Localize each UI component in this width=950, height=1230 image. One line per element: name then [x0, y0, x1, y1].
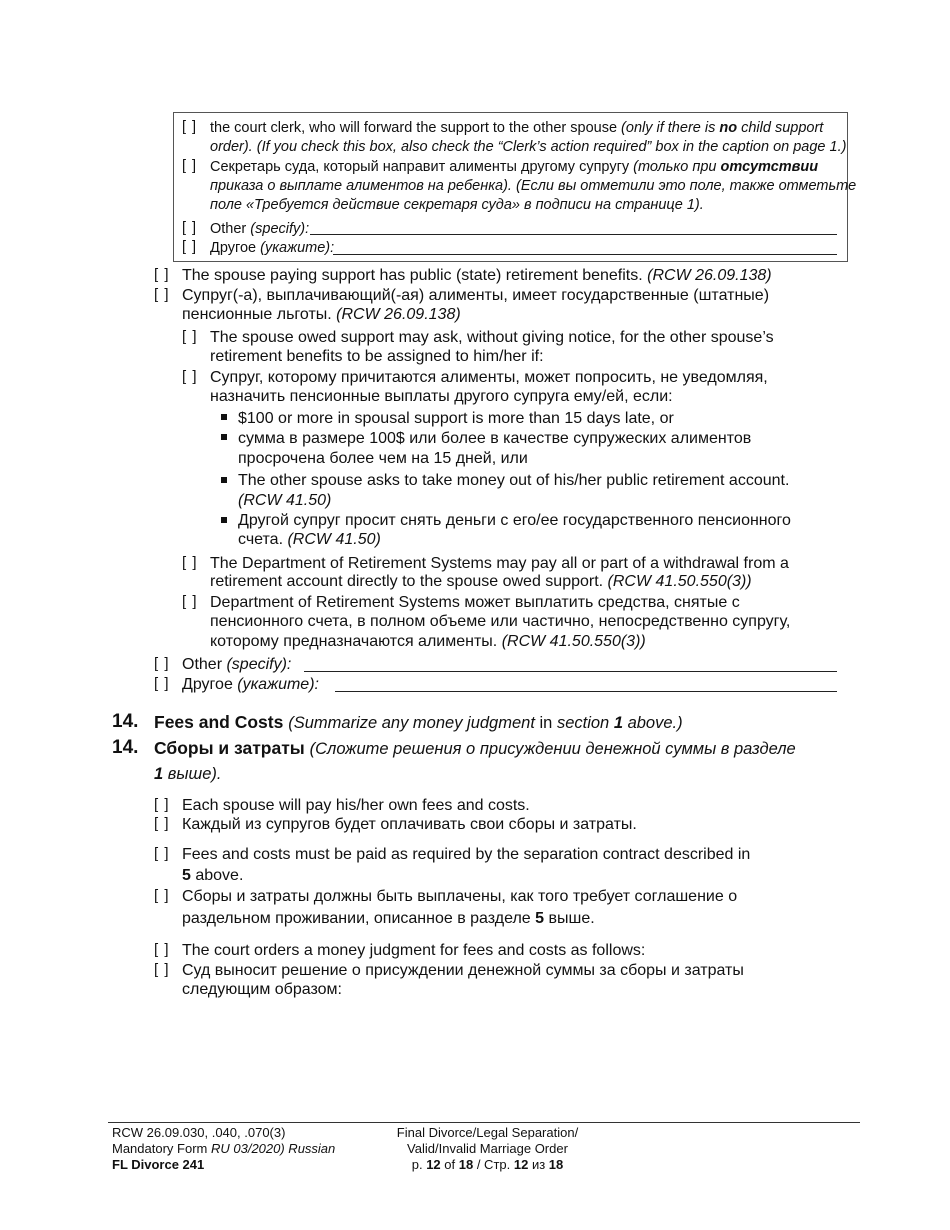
box-other-ru-label: Другое (укажите): — [210, 240, 335, 256]
checkbox-retirement-ru[interactable]: [ ] — [154, 286, 170, 303]
bullet-1 — [221, 414, 227, 420]
contract-ru-line2: раздельном проживании, описанное в разделе 5 выше. — [182, 910, 595, 927]
checkbox-drs-en[interactable]: [ ] — [182, 554, 198, 571]
footer-title-line1: Final Divorce/Legal Separation/ — [396, 1125, 579, 1140]
other-ru-label: Другое (укажите): — [182, 676, 319, 693]
bullet-4 — [221, 517, 227, 523]
judgment-en: The court orders a money judgment for fees and costs as follows: — [182, 942, 646, 959]
checkbox-judgment-ru[interactable]: [ ] — [154, 961, 170, 978]
checkbox-contract-ru[interactable]: [ ] — [154, 887, 170, 904]
clerk-ru-line1: Секретарь суда, который направит алименты другому супругу (только при отсутствии — [210, 159, 819, 175]
checkbox-drs-ru[interactable]: [ ] — [182, 593, 198, 610]
checkbox-clerk-en[interactable]: [ ] — [182, 119, 198, 135]
checkbox-box-other-ru[interactable]: [ ] — [182, 239, 198, 255]
checkbox-own-fees-en[interactable]: [ ] — [154, 796, 170, 813]
checkbox-other-en[interactable]: [ ] — [154, 655, 170, 672]
assign-ru-line1: Супруг, которому причитаются алименты, может попросить, не уведомляя, — [210, 369, 768, 386]
bullet-4-line2: счета. (RCW 41.50) — [238, 531, 381, 548]
checkbox-assign-en[interactable]: [ ] — [182, 328, 198, 345]
footer-form-id: FL Divorce 241 — [112, 1157, 205, 1172]
footer-center — [370, 1125, 605, 1173]
footer-mandatory: Mandatory Form RU 03/2020) Russian — [112, 1141, 336, 1156]
contract-en-line1: Fees and costs must be paid as required by the separation contract described in — [182, 846, 751, 863]
own-fees-ru: Каждый из супругов будет оплачивать свои сборы и затраты. — [182, 816, 637, 833]
bullet-3 — [221, 477, 227, 483]
footer-rule — [108, 1122, 860, 1123]
footer-left — [112, 1125, 335, 1173]
checkbox-other-ru[interactable]: [ ] — [154, 675, 170, 692]
checkbox-judgment-en[interactable]: [ ] — [154, 941, 170, 958]
bullet-1-text: $100 or more in spousal support is more than 15 days late, or — [238, 410, 674, 427]
bullet-3-line1: The other spouse asks to take money out of his/her public retirement account. — [238, 472, 790, 489]
own-fees-en: Each spouse will pay his/her own fees and costs. — [182, 797, 530, 814]
footer-rcw: RCW 26.09.030, .040, .070(3) — [112, 1125, 286, 1140]
other-en-blank[interactable] — [304, 671, 837, 672]
checkbox-clerk-ru[interactable]: [ ] — [182, 158, 198, 174]
checkbox-retirement-en[interactable]: [ ] — [154, 266, 170, 283]
checkbox-assign-ru[interactable]: [ ] — [182, 368, 198, 385]
section-14-number-en: 14. — [112, 711, 139, 732]
drs-en-line1: The Department of Retirement Systems may pay all or part of a withdrawal from a — [210, 555, 789, 572]
clerk-en-line1: the court clerk, who will forward the support to the other spouse (only if there is no child support — [210, 120, 824, 136]
drs-ru-line2: пенсионного счета, в полном объеме или частично, непосредственно супругу, — [210, 613, 791, 630]
checkbox-own-fees-ru[interactable]: [ ] — [154, 815, 170, 832]
section-14-title-ru-line2: 1 выше). — [154, 765, 222, 783]
box-other-en-label: Other (specify): — [210, 221, 310, 237]
retirement-ru-line1: Супруг(-а), выплачивающий(-ая) алименты, имеет государственные (штатные) — [182, 287, 770, 304]
judgment-ru-line2: следующим образом: — [182, 981, 342, 998]
bullet-2-line1: сумма в размере 100$ или более в качестве супружеских алиментов — [238, 430, 752, 447]
box-other-en-blank[interactable] — [310, 234, 837, 235]
clerk-ru-line3: поле «Требуется действие секретаря суда» в подписи на странице 1). — [210, 197, 704, 213]
section-14-title-ru: Сборы и затраты (Сложите решения о присуждении денежной суммы в разделе — [154, 738, 796, 758]
retirement-en: The spouse paying support has public (state) retirement benefits. (RCW 26.09.138) — [182, 267, 772, 284]
section-14-title-en: Fees and Costs (Summarize any money judgment in section 1 above.) — [154, 712, 683, 732]
clerk-en-line2: order). (If you check this box, also check the “Clerk’s action required” box in the caption on page 1.) — [210, 139, 847, 155]
box-other-ru-blank[interactable] — [333, 254, 837, 255]
section-14-number-ru: 14. — [112, 737, 139, 758]
checkbox-contract-en[interactable]: [ ] — [154, 845, 170, 862]
drs-ru-line3: которому предназначаются алименты. (RCW 41.50.550(3)) — [210, 633, 646, 650]
drs-ru-line1: Department of Retirement Systems может выплатить средства, снятые с — [210, 594, 740, 611]
clerk-ru-line2: приказа о выплате алиментов на ребенка). (Если вы отметили это поле, также отметьте — [210, 178, 857, 194]
checkbox-box-other-en[interactable]: [ ] — [182, 220, 198, 236]
drs-en-line2: retirement account directly to the spouse owed support. (RCW 41.50.550(3)) — [210, 573, 752, 590]
footer-page: p. 12 of 18 / Стр. 12 из 18 — [411, 1157, 564, 1172]
footer-title-line2: Valid/Invalid Marriage Order — [407, 1141, 568, 1156]
bullet-2-line2: просрочена более чем на 15 дней, или — [238, 450, 528, 467]
assign-ru-line2: назначить пенсионные выплаты другого супруга ему/ей, если: — [210, 388, 673, 405]
other-en-label: Other (specify): — [182, 656, 292, 673]
contract-en-line2: 5 above. — [182, 867, 244, 884]
judgment-ru-line1: Суд выносит решение о присуждении денежной суммы за сборы и затраты — [182, 962, 744, 979]
bullet-4-line1: Другой супруг просит снять деньги с его/ее государственного пенсионного — [238, 512, 791, 529]
assign-en-line2: retirement benefits to be assigned to him/her if: — [210, 348, 544, 365]
other-ru-blank[interactable] — [335, 691, 837, 692]
bullet-3-cite: (RCW 41.50) — [238, 492, 332, 509]
contract-ru-line1: Сборы и затраты должны быть выплачены, как того требует соглашение о — [182, 888, 738, 905]
retirement-ru-line2: пенсионные льготы. (RCW 26.09.138) — [182, 306, 461, 323]
assign-en-line1: The spouse owed support may ask, without giving notice, for the other spouse’s — [210, 329, 774, 346]
bullet-2 — [221, 434, 227, 440]
